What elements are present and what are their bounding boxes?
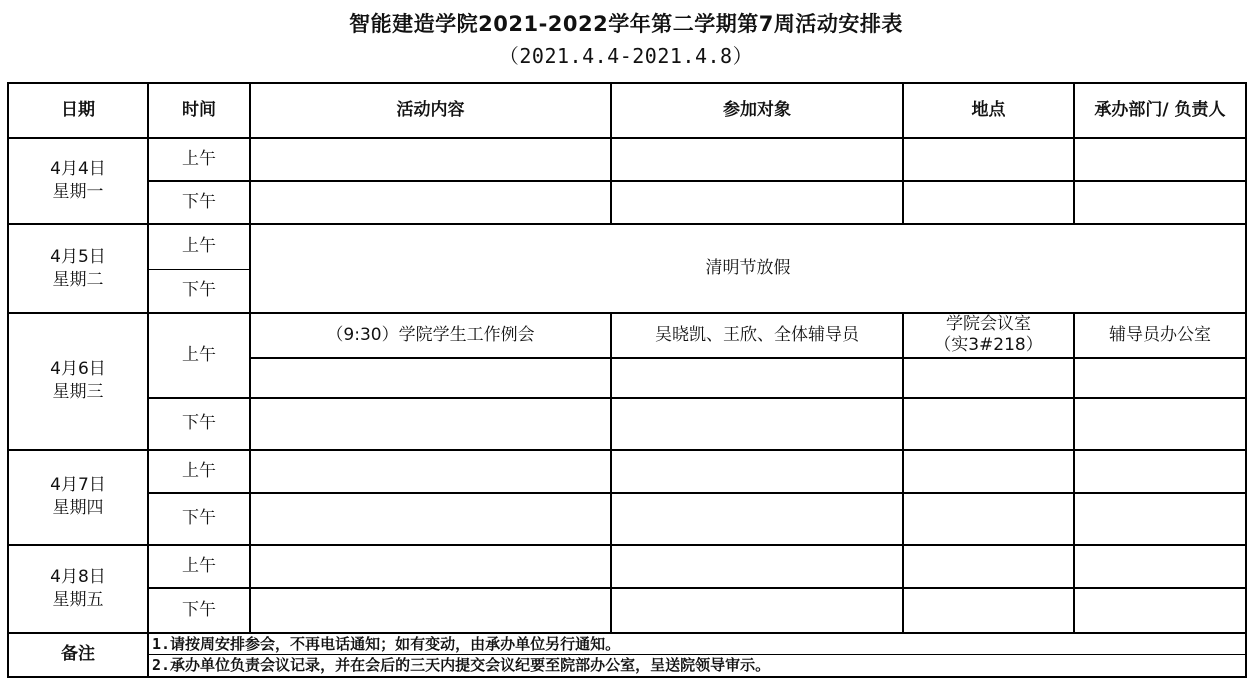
event-organizer: 辅导员办公室 bbox=[1074, 313, 1246, 358]
time-pm: 下午 bbox=[148, 269, 250, 313]
date-cell bbox=[8, 450, 148, 545]
participants-cell bbox=[611, 138, 903, 181]
location-cell bbox=[903, 588, 1074, 633]
location-cell bbox=[903, 358, 1074, 398]
location-line1: 学院会议室 bbox=[946, 314, 1031, 334]
participants-cell bbox=[611, 588, 903, 633]
location-cell bbox=[903, 138, 1074, 181]
note-line-2: 2.承办单位负责会议记录，并在会后的三天内提交会议纪要至院部办公室，呈送院领导审示。 bbox=[148, 655, 1246, 677]
organizer-cell bbox=[1074, 493, 1246, 545]
time-am: 上午 bbox=[148, 545, 250, 588]
date-label: 4月5日 bbox=[50, 246, 106, 267]
time-am: 上午 bbox=[148, 450, 250, 493]
content-cell bbox=[250, 181, 611, 224]
header-row bbox=[8, 83, 1246, 138]
header-location: 地点 bbox=[903, 83, 1074, 138]
date-cell bbox=[8, 224, 148, 313]
header-organizer: 承办部门/ 负责人 bbox=[1074, 83, 1246, 138]
header-time: 时间 bbox=[148, 83, 250, 138]
weekday-label: 星期五 bbox=[52, 589, 104, 610]
date-label: 4月6日 bbox=[50, 359, 106, 380]
location-cell bbox=[903, 545, 1074, 588]
content-cell bbox=[250, 450, 611, 493]
table-row bbox=[8, 224, 1246, 269]
table-row bbox=[8, 138, 1246, 181]
organizer-cell bbox=[1074, 398, 1246, 450]
event-content: （9:30）学院学生工作例会 bbox=[250, 313, 611, 358]
location-line2: （实3#218） bbox=[934, 335, 1043, 356]
table-row bbox=[8, 398, 1246, 450]
notes-row bbox=[8, 655, 1246, 677]
participants-cell bbox=[611, 358, 903, 398]
schedule-table bbox=[7, 82, 1247, 678]
time-am: 上午 bbox=[148, 224, 250, 269]
table-row bbox=[8, 181, 1246, 224]
organizer-cell bbox=[1074, 138, 1246, 181]
date-cell bbox=[8, 545, 148, 633]
date-label: 4月8日 bbox=[50, 566, 106, 587]
notes-row bbox=[8, 633, 1246, 655]
event-participants: 吴晓凯、王欣、全体辅导员 bbox=[611, 313, 903, 358]
participants-cell bbox=[611, 398, 903, 450]
participants-cell bbox=[611, 493, 903, 545]
organizer-cell bbox=[1074, 545, 1246, 588]
location-cell bbox=[903, 181, 1074, 224]
time-pm: 下午 bbox=[148, 493, 250, 545]
holiday-cell: 清明节放假 bbox=[250, 224, 1246, 313]
content-cell bbox=[250, 545, 611, 588]
content-cell bbox=[250, 588, 611, 633]
header-date: 日期 bbox=[8, 83, 148, 138]
weekday-label: 星期三 bbox=[52, 382, 104, 403]
weekday-label: 星期一 bbox=[52, 182, 104, 202]
table-row bbox=[8, 545, 1246, 588]
content-cell bbox=[250, 493, 611, 545]
date-label: 4月7日 bbox=[50, 475, 106, 496]
table-row bbox=[8, 313, 1246, 358]
table-row bbox=[8, 493, 1246, 545]
date-label: 4月4日 bbox=[50, 159, 106, 180]
time-pm: 下午 bbox=[148, 588, 250, 633]
header-participants: 参加对象 bbox=[611, 83, 903, 138]
table-row bbox=[8, 588, 1246, 633]
notes-label: 备注 bbox=[8, 633, 148, 677]
content-cell bbox=[250, 358, 611, 398]
location-cell bbox=[903, 493, 1074, 545]
organizer-cell bbox=[1074, 358, 1246, 398]
note-line-1: 1.请按周安排参会，不再电话通知；如有变动，由承办单位另行通知。 bbox=[148, 633, 1246, 655]
weekday-label: 星期二 bbox=[52, 269, 104, 290]
header-content: 活动内容 bbox=[250, 83, 611, 138]
time-pm: 下午 bbox=[148, 181, 250, 224]
content-cell bbox=[250, 398, 611, 450]
weekday-label: 星期四 bbox=[52, 498, 104, 518]
event-location bbox=[903, 313, 1074, 358]
organizer-cell bbox=[1074, 181, 1246, 224]
time-am: 上午 bbox=[148, 313, 250, 398]
time-am: 上午 bbox=[148, 138, 250, 181]
page-subtitle: （2021.4.4-2021.4.8） bbox=[498, 44, 754, 68]
organizer-cell bbox=[1074, 588, 1246, 633]
participants-cell bbox=[611, 181, 903, 224]
location-cell bbox=[903, 450, 1074, 493]
table-row bbox=[8, 450, 1246, 493]
time-pm: 下午 bbox=[148, 398, 250, 450]
location-cell bbox=[903, 398, 1074, 450]
page-title: 智能建造学院2021-2022学年第二学期第7周活动安排表 bbox=[349, 12, 903, 36]
participants-cell bbox=[611, 545, 903, 588]
organizer-cell bbox=[1074, 450, 1246, 493]
participants-cell bbox=[611, 450, 903, 493]
date-cell bbox=[8, 313, 148, 450]
content-cell bbox=[250, 138, 611, 181]
date-cell bbox=[8, 138, 148, 224]
